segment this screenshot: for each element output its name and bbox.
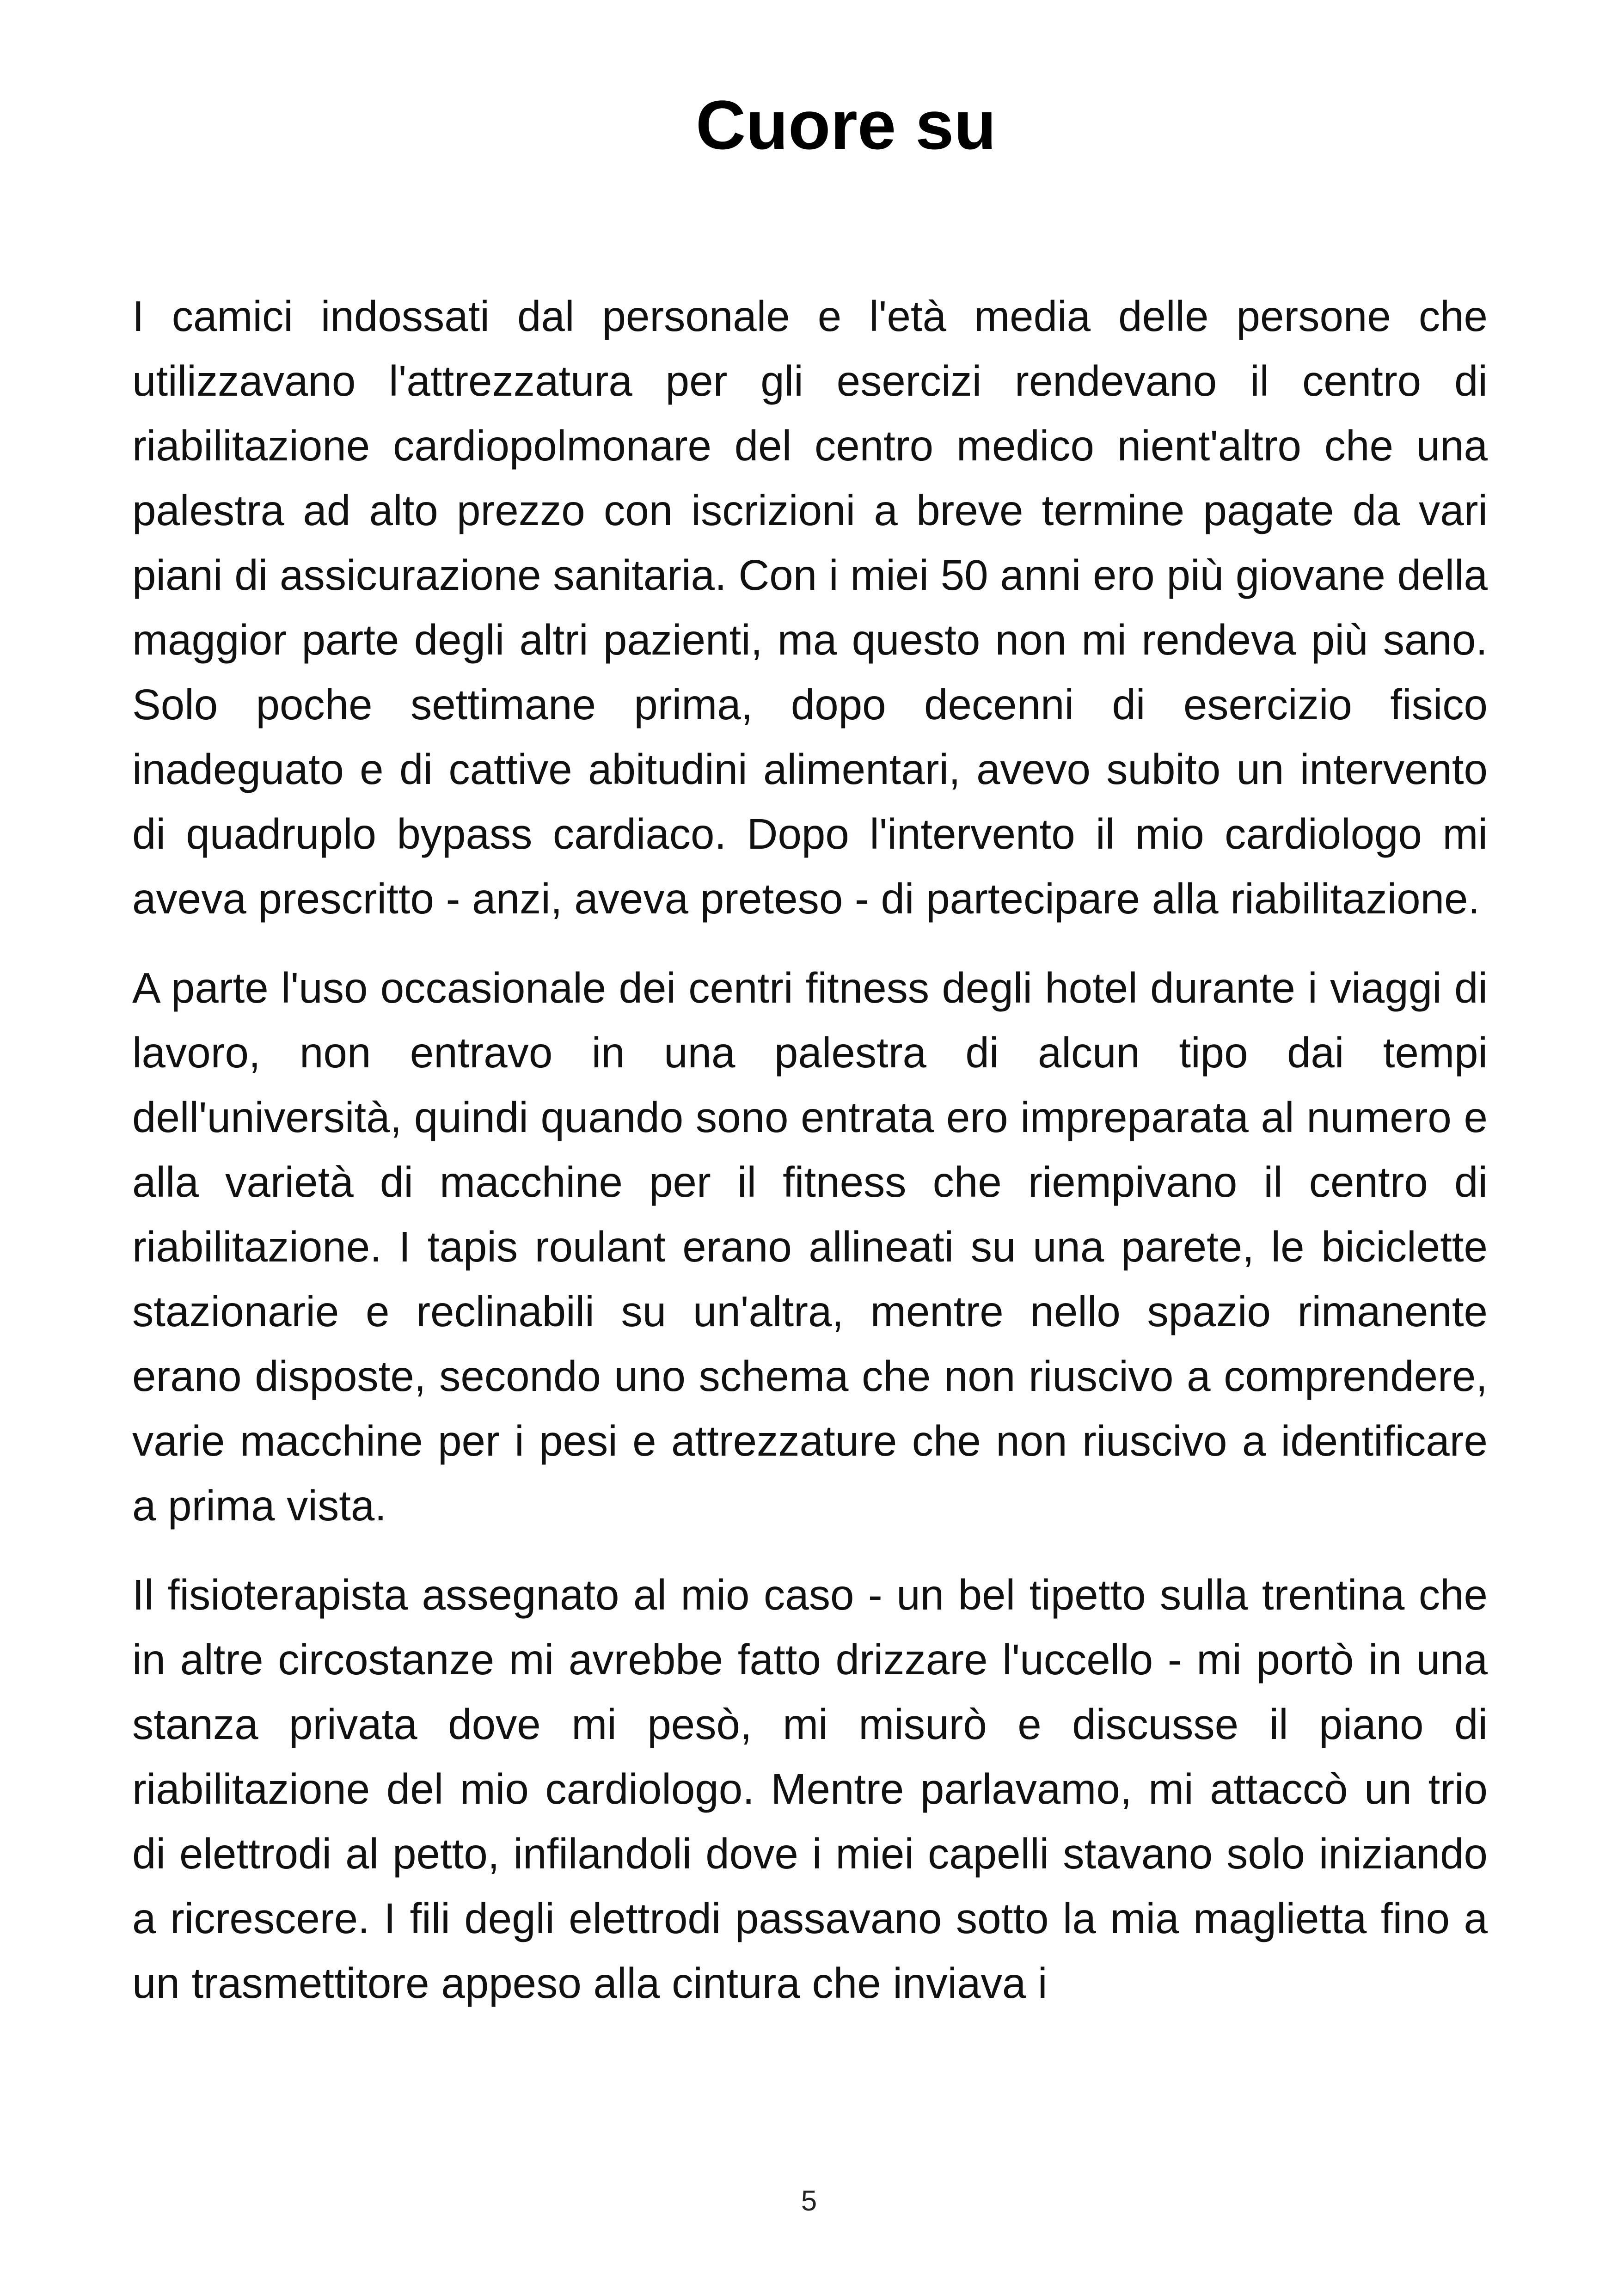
paragraph: Il fisioterapista assegnato al mio caso - un bel tipetto sulla trentina che in altre circostanze mi avrebbe fatto drizzare l'uccello - mi portò in una stanza privata dove mi pesò, mi misurò e discusse il piano di riabilitazione del mio cardiologo. Mentre parlavamo, mi attaccò un trio di elettrodi al petto, infilandoli dove i miei capelli stavano solo iniziando a ricrescere. I fili degli elettrodi passavano sotto la mia maglietta fino a un trasmettitore appeso alla cintura che inviava i [132,1571,1488,2007]
page-number: 5 [801,2185,817,2217]
body-text [132,284,1488,2040]
paragraph: I camici indossati dal personale e l'età media delle persone che utilizzavano l'attrezzatura per gli esercizi rendevano il centro di riabilitazione cardiopolmonare del centro medico nient'altro che una palestra ad alto prezzo con iscrizioni a breve termine pagate da vari piani di assicurazione sanitaria. Con i miei 50 anni ero più giovane della maggior parte degli altri pazienti, ma questo non mi rendeva più sano. Solo poche settimane prima, dopo decenni di esercizio fisico inadeguato e di cattive abitudini alimentari, avevo subito un intervento di quadruplo bypass cardiaco. Dopo l'intervento il mio cardiologo mi aveva prescritto - anzi, aveva preteso - di partecipare alla riabilitazione. [132,292,1488,923]
page-title: Cuore su [695,86,997,164]
paragraph: A parte l'uso occasionale dei centri fitness degli hotel durante i viaggi di lavoro, non entravo in una palestra di alcun tipo dai tempi dell'università, quindi quando sono entrata ero impreparata al numero e alla varietà di macchine per il fitness che riempivano il centro di riabilitazione. I tapis roulant erano allineati su una parete, le biciclette stazionarie e reclinabili su un'altra, mentre nello spazio rimanente erano disposte, secondo uno schema che non riuscivo a comprendere, varie macchine per i pesi e attrezzature che non riuscivo a identificare a prima vista. [132,964,1488,1530]
